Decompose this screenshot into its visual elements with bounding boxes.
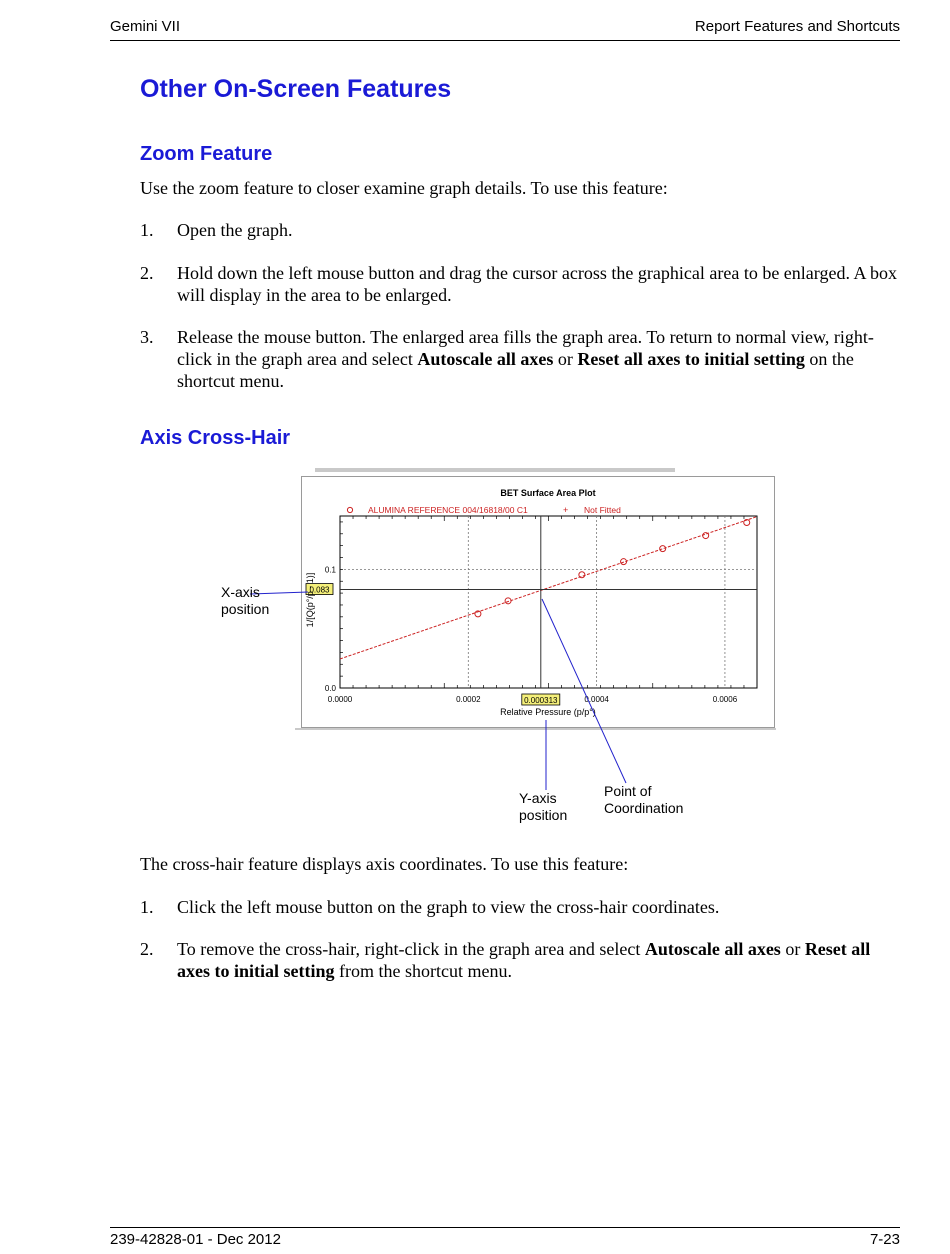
step-number: 1. — [140, 897, 154, 917]
header-product: Gemini VII — [110, 18, 181, 35]
x-tick-label: 0.0000 — [327, 695, 353, 704]
x-tick-label: 0.0002 — [456, 695, 481, 704]
step-text: Hold down the left mouse button and drag the cursor across the graphical area to be enlarged. A box will display in the area to be enlarged. — [177, 263, 897, 305]
page-title: Other On-Screen Features — [140, 75, 452, 103]
step-number: 3. — [140, 327, 154, 347]
footer-doc-number: 239-42828-01 - Dec 2012 — [110, 1231, 281, 1248]
y-axis-callout — [519, 790, 567, 824]
step-number: 1. — [140, 220, 154, 240]
legend-marker-icon — [347, 507, 352, 512]
step-text-part: from the shortcut menu. — [334, 961, 512, 981]
legend-plus-icon: + — [563, 505, 569, 515]
y-readout-value: 0.083 — [309, 585, 330, 595]
step-number: 2. — [140, 939, 154, 959]
plot-area — [340, 516, 757, 688]
callout-line-2: position — [221, 601, 270, 617]
point-callout — [604, 783, 683, 817]
step-menu-option: Reset all axes to initial setting — [577, 349, 805, 369]
footer-rule — [110, 1227, 900, 1228]
y-tick-label: 0.0 — [324, 684, 336, 693]
y-tick-label: 0.1 — [324, 565, 336, 575]
legend-series-label: ALUMINA REFERENCE 004/16818/00 C1 — [368, 505, 528, 515]
y-axis-label: 1/[Q(p°/p - 1)] — [305, 572, 315, 628]
chart-title: BET Surface Area Plot — [500, 488, 596, 498]
callout-line-1: X-axis — [221, 584, 260, 600]
step-text: Click the left mouse button on the graph to view the cross-hair coordinates. — [177, 897, 720, 917]
callout-line-2: position — [519, 807, 568, 823]
callout-line-1: Y-axis — [519, 790, 557, 806]
header-section: Report Features and Shortcuts — [694, 18, 900, 35]
step-text-part: on the shortcut menu. — [177, 349, 854, 391]
zoom-intro: Use the zoom feature to closer examine graph details. To use this feature: — [140, 178, 668, 198]
step-text-part: or — [553, 349, 578, 369]
step-menu-option: Reset all axes to initial setting — [177, 939, 871, 981]
step-number: 2. — [140, 263, 154, 283]
callout-line-2: Coordination — [604, 800, 684, 816]
crosshair-heading: Axis Cross-Hair — [140, 427, 291, 449]
legend-fit-label: Not Fitted — [584, 505, 621, 515]
step-text — [177, 938, 899, 982]
x-axis-label: Relative Pressure (p/p°) — [500, 707, 596, 717]
footer-page-number: 7-23 — [869, 1231, 900, 1248]
step-text: Open the graph. — [177, 220, 293, 240]
chart-legend — [347, 505, 621, 515]
callout-line-1: Point of — [604, 783, 652, 799]
x-readout-value: 0.000313 — [524, 696, 558, 705]
step-text-part: To remove the cross-hair, right-click in the graph area and select — [177, 939, 645, 959]
step-text-part: or — [780, 939, 805, 959]
x-tick-label: 0.0006 — [712, 695, 738, 704]
x-tick-label: 0.0004 — [584, 695, 609, 704]
step-menu-option: Autoscale all axes — [644, 939, 781, 959]
crosshair-intro: The cross-hair feature displays axis coordinates. To use this feature: — [140, 854, 629, 874]
zoom-heading: Zoom Feature — [140, 143, 273, 165]
x-axis-callout — [221, 584, 269, 618]
step-text-part: Release the mouse button. The enlarged area fills the graph area. To return to normal view, right-click in the graph area and select — [177, 327, 874, 369]
step-menu-option: Autoscale all axes — [417, 349, 554, 369]
